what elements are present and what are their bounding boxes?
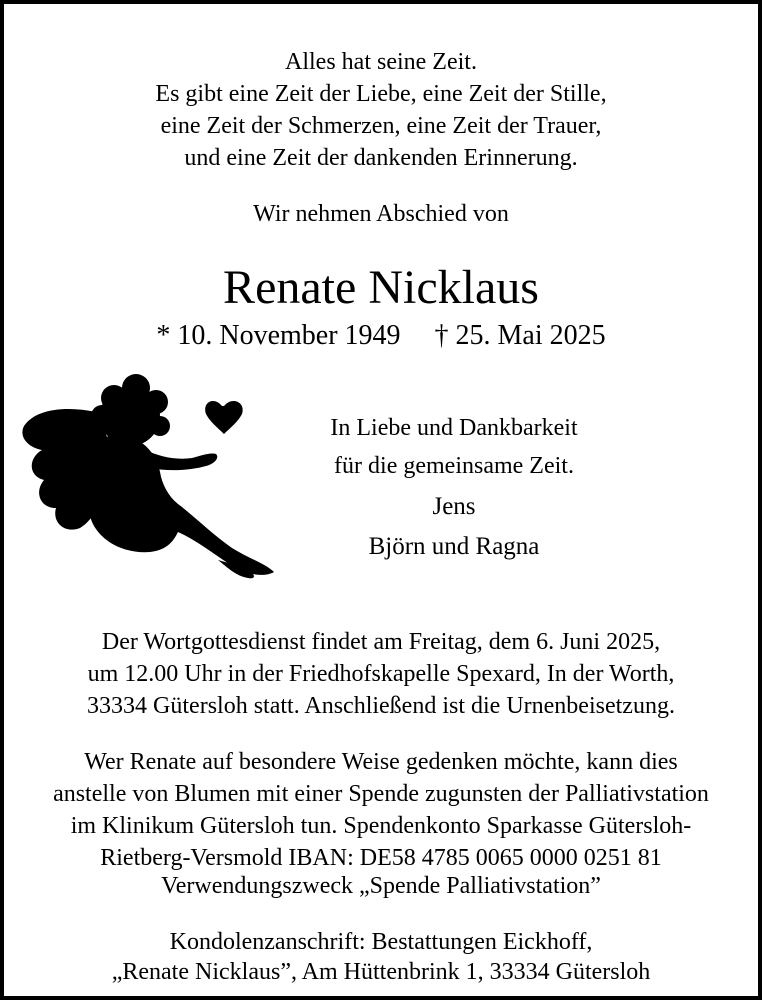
service-line-2: um 12.00 Uhr in der Friedhofskapelle Spexard, In der Worth, — [87, 661, 675, 687]
dedication-block — [259, 4, 649, 604]
dedication-line-1: In Liebe und Dankbarkeit — [330, 415, 578, 441]
angel-arm — [142, 448, 217, 470]
intro-text: Wir nehmen Abschied von — [253, 201, 509, 227]
death-date: † 25. Mai 2025 — [434, 320, 606, 351]
motto-line-2: Es gibt eine Zeit der Liebe, eine Zeit der Stille, — [155, 81, 607, 107]
mourner-1: Jens — [432, 493, 476, 520]
condolence-line-2: „Renate Nicklaus”, Am Hüttenbrink 1, 33334 Gütersloh — [111, 959, 651, 985]
service-line-3: 33334 Gütersloh statt. Anschließend ist die Urnenbeisetzung. — [87, 693, 675, 719]
dedication-line-2: für die gemeinsame Zeit. — [334, 453, 574, 479]
donation-line-4: Rietberg-Versmold IBAN: DE58 4785 0065 0000 0251 81 — [100, 845, 662, 871]
donation-line-3: im Klinikum Gütersloh tun. Spendenkonto Sparkasse Gütersloh- — [70, 813, 692, 839]
donation-line-1: Wer Renate auf besondere Weise gedenken möchte, kann dies — [84, 749, 678, 775]
motto-line-3: eine Zeit der Schmerzen, eine Zeit der Trauer, — [160, 113, 602, 139]
deceased-name: Renate Nicklaus — [223, 261, 539, 314]
mourner-2: Björn und Ragna — [368, 533, 540, 560]
birth-date: * 10. November 1949 — [156, 320, 401, 351]
condolence-line-1: Kondolenzanschrift: Bestattungen Eickhoff, — [169, 929, 593, 955]
service-line-1: Der Wortgottesdienst findet am Freitag, dem 6. Juni 2025, — [101, 629, 661, 655]
motto-line-4: und eine Zeit der dankenden Erinnerung. — [184, 145, 578, 171]
angel-body — [86, 434, 274, 575]
angel-icon — [18, 372, 280, 584]
heart-icon — [205, 401, 242, 434]
motto-line-1: Alles hat seine Zeit. — [285, 49, 477, 75]
donation-line-2: anstelle von Blumen mit einer Spende zugunsten der Palliativstation — [53, 781, 709, 807]
donation-line-5: Verwendungszweck „Spende Palliativstation” — [161, 873, 601, 899]
